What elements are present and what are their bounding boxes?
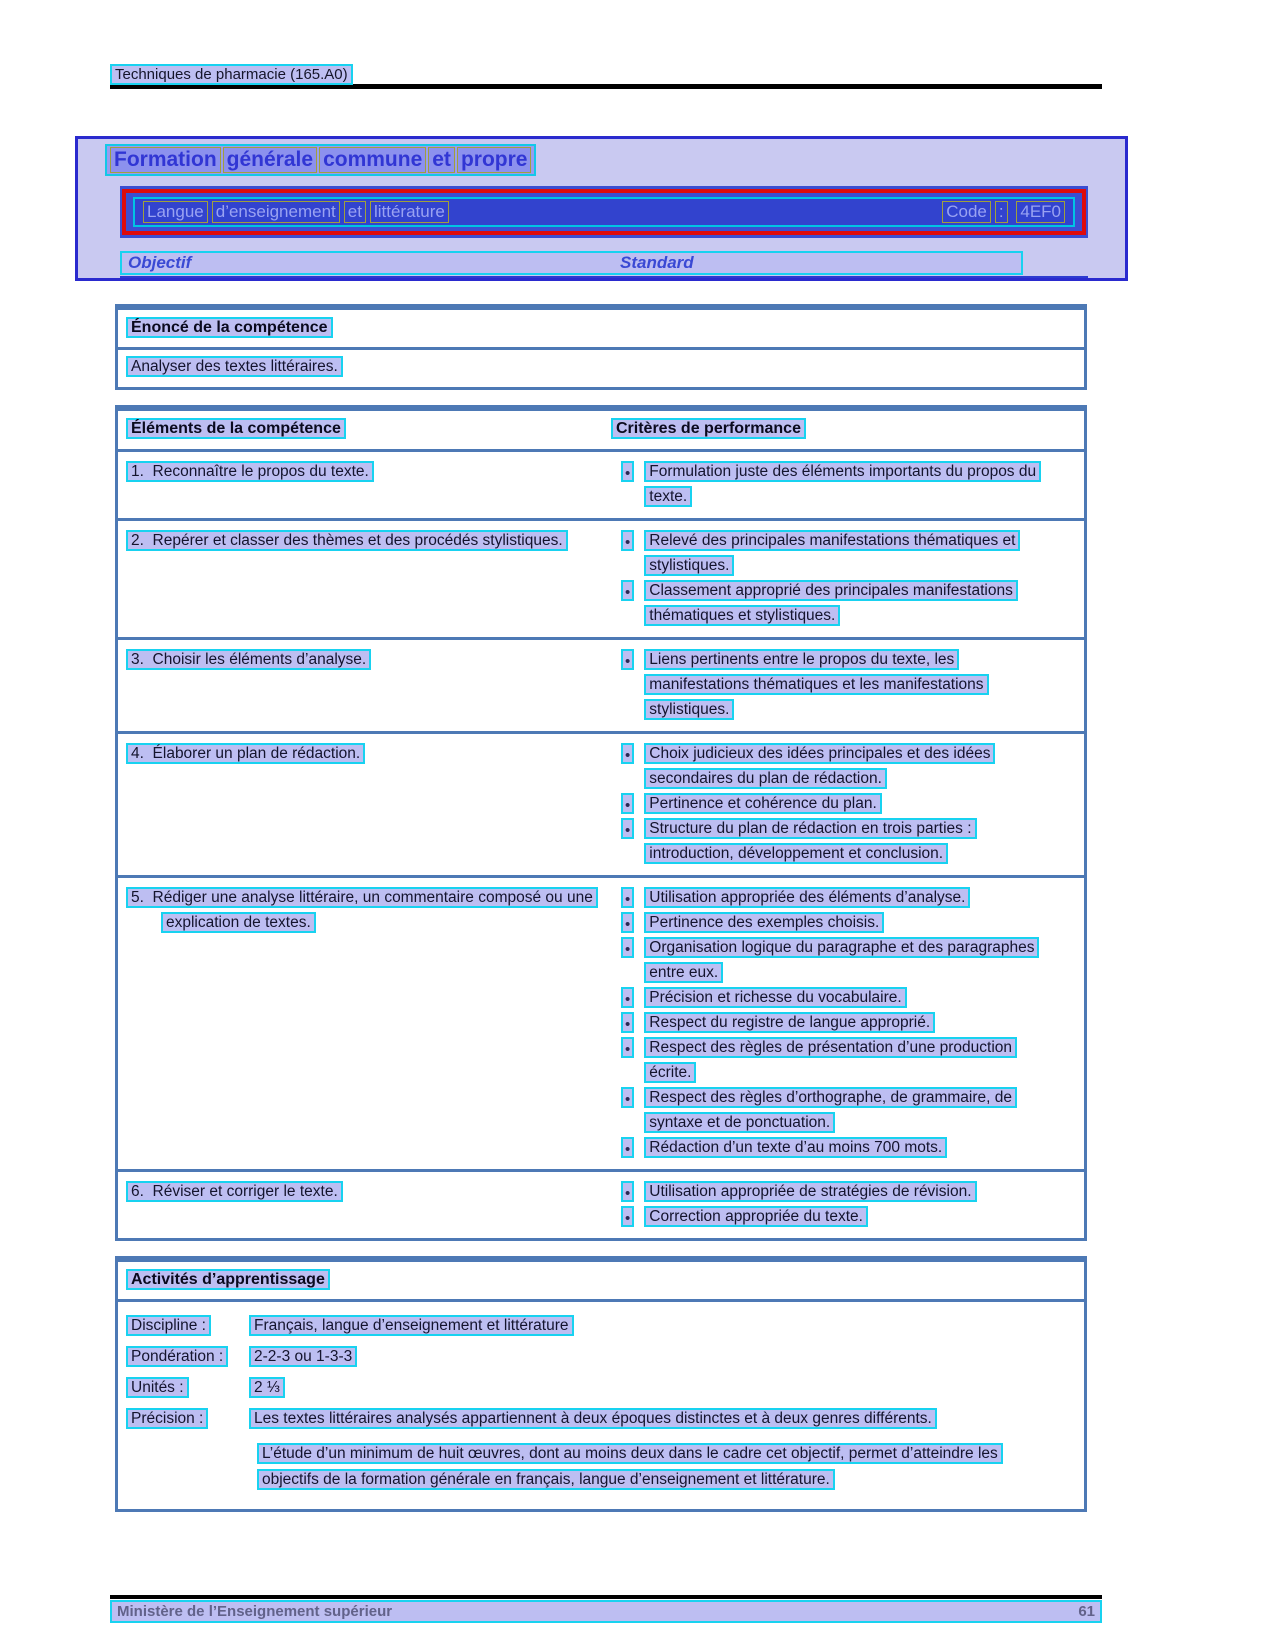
bullet-icon: •: [621, 1012, 634, 1033]
element-text: [126, 1179, 596, 1204]
criterion-text-wrap: [644, 885, 970, 910]
activity-label-cell: [126, 1406, 249, 1432]
element-text-highlight: 5. Rédiger une analyse littéraire, un commentaire composé ou une explication de textes.: [126, 887, 598, 933]
elements-header-right-cell: [611, 420, 1076, 438]
word-box: et: [428, 147, 455, 173]
elements-column-header: Éléments de la compétence: [126, 418, 346, 439]
activites-header: Activités d’apprentissage: [126, 1269, 330, 1290]
word-box: littérature: [370, 201, 449, 223]
activity-label: Unités :: [126, 1377, 189, 1398]
activites-extra-text: L’étude d’un minimum de huit œuvres, dont au moins deux dans le cadre cet objectif, permet d’atteindre les objectifs de la formation générale en français, langue d’enseignement et littérature.: [257, 1443, 1003, 1490]
activity-row: [126, 1313, 1076, 1339]
activites-body: [118, 1302, 1084, 1509]
activites-header-row: [118, 1262, 1084, 1302]
activity-value: 2-2-3 ou 1-3-3: [249, 1346, 357, 1367]
bullet-icon: •: [621, 1037, 634, 1058]
word-box: Code: [942, 201, 991, 223]
criterion-text: Utilisation appropriée de stratégies de révision.: [644, 1181, 976, 1202]
activity-value-cell: [249, 1375, 285, 1401]
word-box: et: [344, 201, 366, 223]
element-cell: [118, 741, 611, 866]
activity-row: [126, 1344, 1076, 1370]
activity-row: [126, 1406, 1076, 1432]
element-text-highlight: 3. Choisir les éléments d’analyse.: [126, 649, 371, 670]
element-text-highlight: 1. Reconnaître le propos du texte.: [126, 461, 374, 482]
criteria-cell: [611, 459, 1084, 509]
criterion-text-wrap: [644, 647, 1056, 722]
element-cell: [118, 1179, 611, 1229]
criterion-text: Pertinence des exemples choisis.: [644, 912, 884, 933]
activity-label-cell: [126, 1344, 249, 1370]
footer-rule: [110, 1595, 1102, 1599]
criterion-text: Correction appropriée du texte.: [644, 1206, 868, 1227]
criterion-text: Pertinence et cohérence du plan.: [644, 793, 882, 814]
bullet-icon: •: [621, 1137, 634, 1158]
activity-value: Les textes littéraires analysés appartiennent à deux époques distinctes et à deux genres différents.: [249, 1408, 937, 1429]
activity-value-cell: [249, 1344, 357, 1370]
activity-label: Pondération :: [126, 1346, 228, 1367]
criterion-item: [611, 741, 1080, 791]
page-header: [110, 66, 1102, 84]
activity-label: Discipline :: [126, 1315, 211, 1336]
element-text: [126, 647, 596, 672]
criterion-text-wrap: [644, 910, 884, 935]
enonce-header-row: [118, 310, 1084, 350]
enonce-table: [115, 304, 1087, 390]
element-text-highlight: 4. Élaborer un plan de rédaction.: [126, 743, 365, 764]
criteria-cell: [611, 885, 1084, 1160]
course-banner: [120, 186, 1088, 238]
criteria-cell: [611, 741, 1084, 866]
criterion-item: [611, 885, 1080, 910]
word-box: générale: [223, 147, 317, 173]
element-text: [126, 885, 596, 935]
criterion-item: [611, 816, 1080, 866]
element-row: [118, 452, 1084, 518]
elements-rows: [118, 452, 1084, 1238]
criterion-text-wrap: [644, 1010, 935, 1035]
hero-panel: [75, 136, 1128, 281]
activity-value: Français, langue d’enseignement et littérature: [249, 1315, 574, 1336]
enonce-statement: Analyser des textes littéraires.: [126, 356, 343, 377]
elements-header-row: [118, 411, 1084, 452]
criterion-text-wrap: [644, 578, 1056, 628]
activity-label-cell: [126, 1313, 249, 1339]
section-title-wrap: [105, 144, 536, 176]
criterion-text: Rédaction d’un texte d’au moins 700 mots.: [644, 1137, 947, 1158]
bullet-icon: •: [621, 649, 634, 670]
bullet-icon: •: [621, 793, 634, 814]
running-header-text: Techniques de pharmacie (165.A0): [110, 64, 353, 85]
page-number: 61: [1078, 1603, 1095, 1620]
criterion-text-wrap: [644, 935, 1056, 985]
bullet-icon: •: [621, 530, 634, 551]
criterion-text-wrap: [644, 1135, 947, 1160]
criterion-text-wrap: [644, 459, 1056, 509]
criterion-text: Relevé des principales manifestations thématiques et stylistiques.: [644, 530, 1020, 576]
course-code-label: [940, 202, 1009, 221]
criterion-text: Formulation juste des éléments importants du propos du texte.: [644, 461, 1041, 507]
element-row: [118, 1169, 1084, 1238]
bullet-icon: •: [621, 937, 634, 958]
element-cell: [118, 459, 611, 509]
criterion-text: Structure du plan de rédaction en trois parties : introduction, développement et conclusion.: [644, 818, 976, 864]
criterion-item: [611, 1035, 1080, 1085]
criterion-item: [611, 791, 1080, 816]
annotation-red-box: [122, 189, 1086, 235]
criterion-item: [611, 578, 1080, 628]
course-banner-line: [133, 197, 1075, 227]
criterion-text-wrap: [644, 528, 1056, 578]
criterion-text: Choix judicieux des idées principales et des idées secondaires du plan de rédaction.: [644, 743, 995, 789]
footer-text: Ministère de l’Enseignement supérieur: [117, 1603, 393, 1620]
word-box: Formation: [110, 147, 221, 173]
word-box: d’enseignement: [212, 201, 340, 223]
element-row: [118, 518, 1084, 637]
element-cell: [118, 885, 611, 1160]
criterion-item: [611, 1204, 1080, 1229]
bullet-icon: •: [621, 580, 634, 601]
activity-label: Précision :: [126, 1408, 208, 1429]
criterion-item: [611, 935, 1080, 985]
criterion-item: [611, 910, 1080, 935]
criterion-text: Classement approprié des principales manifestations thématiques et stylistiques.: [644, 580, 1018, 626]
element-text: [126, 459, 596, 484]
criterion-text-wrap: [644, 791, 882, 816]
element-text-highlight: 2. Repérer et classer des thèmes et des procédés stylistiques.: [126, 530, 568, 551]
section-title: [105, 144, 536, 176]
activites-rows: [126, 1313, 1076, 1432]
word-box: 4EF0: [1016, 201, 1065, 223]
criterion-text-wrap: [644, 1085, 1056, 1135]
word-box: :: [995, 201, 1008, 223]
objectif-standard-row: [120, 251, 1088, 278]
criterion-item: [611, 1179, 1080, 1204]
element-cell: [118, 647, 611, 722]
criterion-text: Précision et richesse du vocabulaire.: [644, 987, 906, 1008]
enonce-body-row: [118, 350, 1084, 387]
criterion-item: [611, 1135, 1080, 1160]
activity-value: 2 ⅓: [249, 1377, 285, 1398]
criteres-column-header: Critères de performance: [611, 418, 806, 439]
element-row: [118, 637, 1084, 731]
element-text: [126, 528, 596, 553]
criteria-cell: [611, 647, 1084, 722]
bullet-icon: •: [621, 743, 634, 764]
standard-heading: Standard: [620, 253, 694, 272]
criterion-text: Organisation logique du paragraphe et des paragraphes entre eux.: [644, 937, 1039, 983]
bullet-icon: •: [621, 1087, 634, 1108]
criterion-text: Liens pertinents entre le propos du texte, les manifestations thématiques et les manifestations stylistiques.: [644, 649, 988, 720]
activity-row: [126, 1375, 1076, 1401]
bullet-icon: •: [621, 912, 634, 933]
activites-table: [115, 1256, 1087, 1512]
criterion-text: Utilisation appropriée des éléments d’analyse.: [644, 887, 970, 908]
activity-value-cell: [249, 1406, 937, 1432]
criterion-item: [611, 647, 1080, 722]
criteria-cell: [611, 1179, 1084, 1229]
bullet-icon: •: [621, 987, 634, 1008]
course-banner-title: [141, 201, 451, 223]
criterion-text: Respect des règles de présentation d’une production écrite.: [644, 1037, 1017, 1083]
criteria-cell: [611, 528, 1084, 628]
word-box: commune: [319, 147, 426, 173]
course-code: [940, 201, 1067, 223]
criterion-text: Respect du registre de langue approprié.: [644, 1012, 935, 1033]
criterion-text: Respect des règles d’orthographe, de grammaire, de syntaxe et de ponctuation.: [644, 1087, 1017, 1133]
course-code-value: [1014, 202, 1067, 221]
element-row: [118, 731, 1084, 875]
criterion-item: [611, 1010, 1080, 1035]
activity-label-cell: [126, 1375, 249, 1401]
criterion-item: [611, 459, 1080, 509]
elements-header-left-cell: [126, 420, 611, 438]
element-text: [126, 741, 596, 766]
criterion-item: [611, 985, 1080, 1010]
element-cell: [118, 528, 611, 628]
elements-table: [115, 405, 1087, 1241]
word-box: propre: [457, 147, 532, 173]
criterion-text-wrap: [644, 1035, 1056, 1085]
bullet-icon: •: [621, 1181, 634, 1202]
footer-row: [110, 1600, 1102, 1623]
criterion-text-wrap: [644, 816, 1056, 866]
word-box: Langue: [143, 201, 208, 223]
bullet-icon: •: [621, 887, 634, 908]
bullet-icon: •: [621, 818, 634, 839]
criterion-item: [611, 1085, 1080, 1135]
criterion-text-wrap: [644, 1204, 868, 1229]
criterion-item: [611, 528, 1080, 578]
bullet-icon: •: [621, 1206, 634, 1227]
criterion-text-wrap: [644, 741, 1056, 791]
bullet-icon: •: [621, 461, 634, 482]
element-row: [118, 875, 1084, 1169]
element-text-highlight: 6. Réviser et corriger le texte.: [126, 1181, 343, 1202]
activites-extra-paragraph: [257, 1441, 1027, 1493]
objectif-standard-box: [120, 251, 1023, 275]
objectif-heading: Objectif: [128, 253, 192, 272]
enonce-header: Énoncé de la compétence: [126, 317, 333, 338]
page-footer: [110, 1595, 1102, 1623]
criterion-text-wrap: [644, 985, 906, 1010]
activity-value-cell: [249, 1313, 574, 1339]
criterion-text-wrap: [644, 1179, 976, 1204]
